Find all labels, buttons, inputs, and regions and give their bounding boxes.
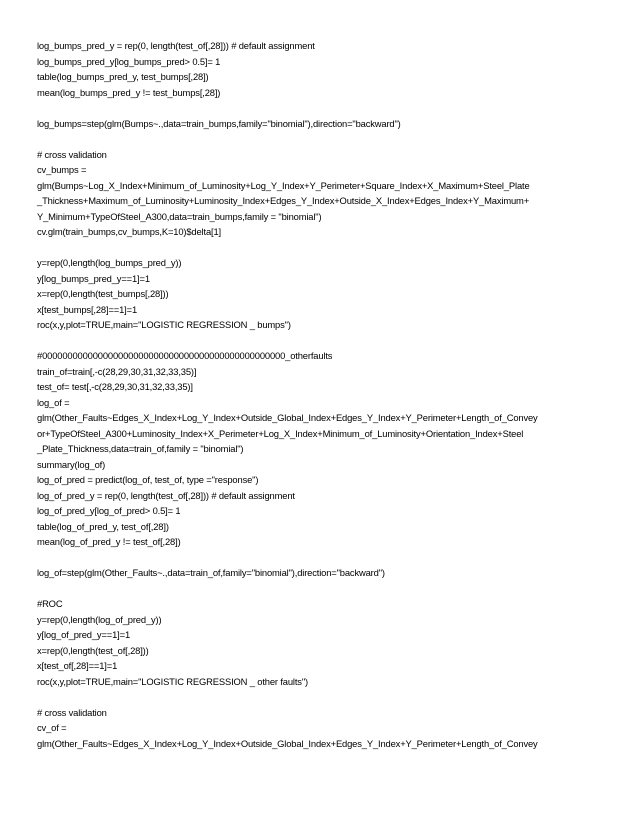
code-line: y[log_bumps_pred_y==1]=1 xyxy=(37,272,150,284)
code-line: x[test_bumps[,28]==1]=1 xyxy=(37,303,138,315)
code-line: or+TypeOfSteel_A300+Luminosity_Index+X_Perimeter+Log_X_Index+Minimum_of_Luminosity+Orientation_Index+Steel xyxy=(37,427,524,439)
code-line: log_bumps_pred_y = rep(0, length(test_of[,28])) # default assignment xyxy=(37,40,315,51)
code-line: x=rep(0,length(test_bumps[,28])) xyxy=(37,288,169,299)
code-line: log_bumps_pred_y[log_bumps_pred> 0.5]= 1 xyxy=(37,55,221,67)
blank-line xyxy=(37,550,603,566)
blank-line xyxy=(37,240,603,256)
code-line: test_of= test[,-c(28,29,30,31,32,33,35)] xyxy=(37,381,193,392)
blank-line xyxy=(37,689,603,705)
code-line: roc(x,y,plot=TRUE,main="LOGISTIC REGRESSION _ other faults") xyxy=(37,675,308,687)
code-line: roc(x,y,plot=TRUE,main="LOGISTIC REGRESSION _ bumps") xyxy=(37,319,291,330)
code-line: log_of_pred_y = rep(0, length(test_of[,28])) # default assignment xyxy=(37,489,295,501)
blank-line xyxy=(37,100,603,116)
code-line: y=rep(0,length(log_of_pred_y)) xyxy=(37,613,162,625)
code-line: log_of_pred_y[log_of_pred> 0.5]= 1 xyxy=(37,505,181,516)
code-block xyxy=(37,38,603,751)
blank-line xyxy=(37,581,603,597)
code-line: mean(log_of_pred_y != test_of[,28]) xyxy=(37,536,181,547)
code-line: x=rep(0,length(test_of[,28])) xyxy=(37,644,149,656)
code-line: summary(log_of) xyxy=(37,458,106,470)
code-line: #ROC xyxy=(37,598,63,609)
code-line: y[log_of_pred_y==1]=1 xyxy=(37,629,131,640)
blank-line xyxy=(37,131,603,147)
code-line: table(log_bumps_pred_y, test_bumps[,28]) xyxy=(37,71,209,82)
code-line: mean(log_bumps_pred_y != test_bumps[,28]) xyxy=(37,86,221,98)
code-line: log_of = xyxy=(37,396,70,408)
code-line: y=rep(0,length(log_bumps_pred_y)) xyxy=(37,257,182,268)
code-line: glm(Bumps~Log_X_Index+Minimum_of_Luminosity+Log_Y_Index+Y_Perimeter+Square_Index+X_Maximum+Steel_Plate xyxy=(37,179,530,191)
code-line: cv.glm(train_bumps,cv_bumps,K=10)$delta[1] xyxy=(37,226,221,237)
code-line: #000000000000000000000000000000000000000000000000_otherfaults xyxy=(37,350,333,361)
code-line: log_bumps=step(glm(Bumps~.,data=train_bumps,family="binomial"),direction="backward") xyxy=(37,117,401,129)
code-line: cv_of = xyxy=(37,722,67,733)
code-line: _Plate_Thickness,data=train_of,family = "binomial") xyxy=(37,443,244,454)
code-line: table(log_of_pred_y, test_of[,28]) xyxy=(37,520,169,532)
code-line: x[test_of[,28]==1]=1 xyxy=(37,660,118,671)
blank-line xyxy=(37,333,603,349)
code-line: cv_bumps = xyxy=(37,164,87,175)
code-line: _Thickness+Maximum_of_Luminosity+Luminosity_Index+Edges_Y_Index+Outside_X_Index+Edges_Index+Y_Maximum+ xyxy=(37,195,530,206)
code-line: log_of_pred = predict(log_of, test_of, type ="response") xyxy=(37,474,259,485)
code-line: train_of=train[,-c(28,29,30,31,32,33,35)] xyxy=(37,365,197,377)
code-line: # cross validation xyxy=(37,148,107,160)
code-line: Y_Minimum+TypeOfSteel_A300,data=train_bumps,family = "binomial") xyxy=(37,210,322,222)
code-line: glm(Other_Faults~Edges_X_Index+Log_Y_Index+Outside_Global_Index+Edges_Y_Index+Y_Perimeter+Length_of_Convey xyxy=(37,737,538,749)
code-line: glm(Other_Faults~Edges_X_Index+Log_Y_Index+Outside_Global_Index+Edges_Y_Index+Y_Perimeter+Length_of_Convey xyxy=(37,412,538,423)
code-line: # cross validation xyxy=(37,706,107,718)
code-line: log_of=step(glm(Other_Faults~.,data=train_of,family="binomial"),direction="backward") xyxy=(37,567,385,578)
